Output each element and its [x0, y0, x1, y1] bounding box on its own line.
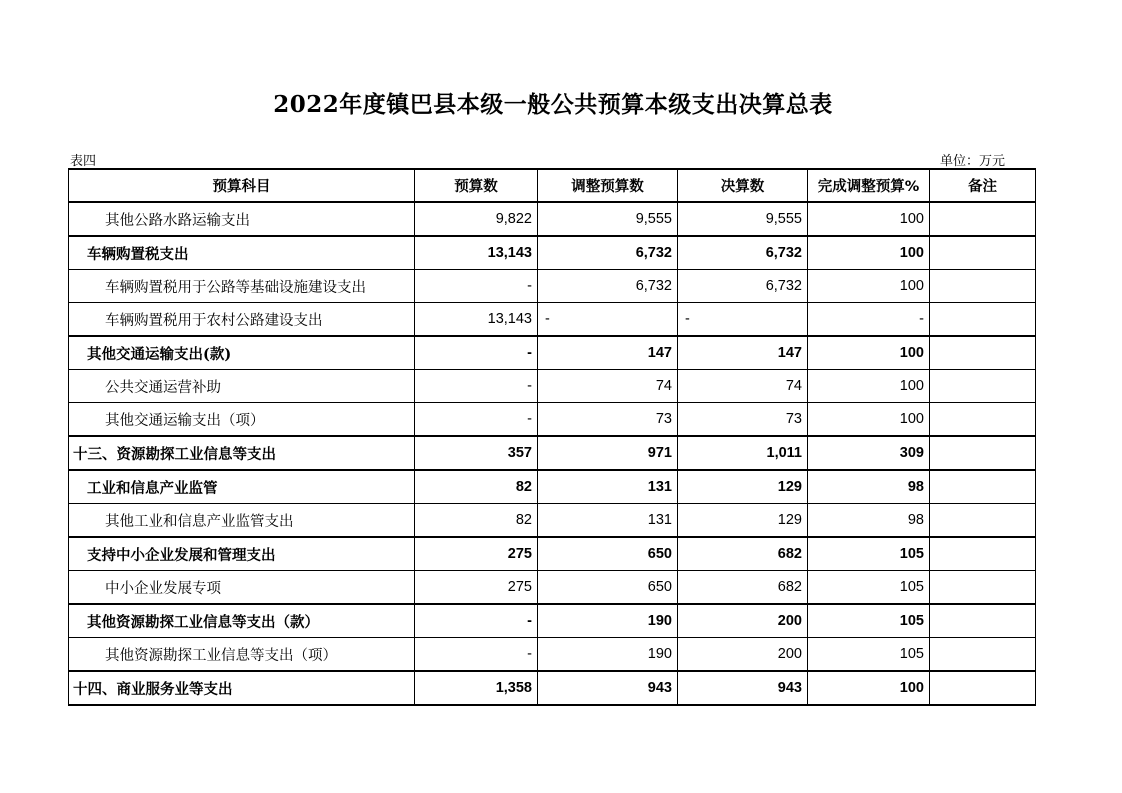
- cell-final-account: 682: [678, 537, 808, 571]
- table-row: [69, 403, 1036, 437]
- cell-subject: 十三、资源勘探工业信息等支出: [69, 436, 415, 470]
- cell-final-account: 6,732: [678, 236, 808, 270]
- cell-adjusted-budget: 971: [538, 436, 678, 470]
- cell-final-account: 9,555: [678, 202, 808, 236]
- cell-note: [930, 370, 1036, 403]
- table-row: [69, 470, 1036, 504]
- cell-adjusted-budget: 6,732: [538, 236, 678, 270]
- cell-adjusted-budget: 131: [538, 470, 678, 504]
- cell-note: [930, 202, 1036, 236]
- cell-budget: 1,358: [415, 671, 538, 705]
- cell-final-account: 129: [678, 504, 808, 538]
- cell-note: [930, 604, 1036, 638]
- page-title: 2022年度镇巴县本级一般公共预算本级支出决算总表: [273, 91, 833, 118]
- cell-completion-rate: 309: [808, 436, 930, 470]
- cell-completion-rate: 100: [808, 270, 930, 303]
- column-header-final-account: 决算数: [678, 169, 808, 202]
- table-row: [69, 638, 1036, 672]
- cell-budget: 82: [415, 504, 538, 538]
- cell-note: [930, 571, 1036, 605]
- cell-final-account: 200: [678, 604, 808, 638]
- table-row: [69, 270, 1036, 303]
- cell-budget: -: [415, 403, 538, 437]
- column-header-completion-rate: 完成调整预算%: [808, 169, 930, 202]
- column-header-note: 备注: [930, 169, 1036, 202]
- cell-final-account: 200: [678, 638, 808, 672]
- column-header-adjusted-budget: 调整预算数: [538, 169, 678, 202]
- column-header-subject: 预算科目: [69, 169, 415, 202]
- cell-note: [930, 270, 1036, 303]
- cell-budget: -: [415, 370, 538, 403]
- cell-adjusted-budget: 74: [538, 370, 678, 403]
- cell-subject: 其他交通运输支出（项）: [69, 403, 415, 437]
- cell-final-account: 6,732: [678, 270, 808, 303]
- cell-subject: 车辆购置税支出: [69, 236, 415, 270]
- cell-budget: 275: [415, 571, 538, 605]
- cell-adjusted-budget: 650: [538, 537, 678, 571]
- cell-note: [930, 504, 1036, 538]
- table-row: [69, 303, 1036, 337]
- cell-budget: 82: [415, 470, 538, 504]
- table-row: [69, 370, 1036, 403]
- cell-completion-rate: 100: [808, 336, 930, 370]
- cell-completion-rate: 105: [808, 638, 930, 672]
- cell-budget: -: [415, 638, 538, 672]
- cell-completion-rate: 98: [808, 504, 930, 538]
- cell-note: [930, 236, 1036, 270]
- table-id-label: 表四: [70, 154, 97, 169]
- table-body: [69, 202, 1036, 705]
- cell-note: [930, 470, 1036, 504]
- cell-subject: 工业和信息产业监管: [69, 470, 415, 504]
- cell-note: [930, 403, 1036, 437]
- unit-label: 单位：万元: [940, 154, 1006, 169]
- cell-adjusted-budget: 131: [538, 504, 678, 538]
- cell-note: [930, 303, 1036, 337]
- cell-adjusted-budget: 190: [538, 604, 678, 638]
- table-row: [69, 604, 1036, 638]
- cell-completion-rate: 100: [808, 236, 930, 270]
- cell-adjusted-budget: -: [538, 303, 678, 337]
- table-row: [69, 571, 1036, 605]
- table-row: [69, 202, 1036, 236]
- cell-final-account: -: [678, 303, 808, 337]
- table-row: [69, 336, 1036, 370]
- cell-budget: 9,822: [415, 202, 538, 236]
- cell-adjusted-budget: 147: [538, 336, 678, 370]
- cell-subject: 车辆购置税用于农村公路建设支出: [69, 303, 415, 337]
- cell-note: [930, 671, 1036, 705]
- cell-adjusted-budget: 190: [538, 638, 678, 672]
- cell-subject: 其他资源勘探工业信息等支出（项）: [69, 638, 415, 672]
- cell-final-account: 129: [678, 470, 808, 504]
- cell-final-account: 74: [678, 370, 808, 403]
- cell-subject: 十四、商业服务业等支出: [69, 671, 415, 705]
- cell-note: [930, 336, 1036, 370]
- cell-budget: 13,143: [415, 303, 538, 337]
- column-header-budget: 预算数: [415, 169, 538, 202]
- cell-budget: -: [415, 604, 538, 638]
- cell-subject: 其他资源勘探工业信息等支出（款）: [69, 604, 415, 638]
- cell-completion-rate: 105: [808, 571, 930, 605]
- cell-budget: -: [415, 270, 538, 303]
- cell-completion-rate: 100: [808, 370, 930, 403]
- cell-subject: 公共交通运营补助: [69, 370, 415, 403]
- cell-final-account: 943: [678, 671, 808, 705]
- table-row: [69, 236, 1036, 270]
- cell-subject: 中小企业发展专项: [69, 571, 415, 605]
- cell-subject: 其他工业和信息产业监管支出: [69, 504, 415, 538]
- table-row: [69, 504, 1036, 538]
- cell-subject: 车辆购置税用于公路等基础设施建设支出: [69, 270, 415, 303]
- table-row: [69, 436, 1036, 470]
- cell-budget: 13,143: [415, 236, 538, 270]
- cell-adjusted-budget: 6,732: [538, 270, 678, 303]
- cell-completion-rate: 105: [808, 537, 930, 571]
- cell-completion-rate: 105: [808, 604, 930, 638]
- cell-budget: 357: [415, 436, 538, 470]
- cell-adjusted-budget: 650: [538, 571, 678, 605]
- cell-budget: -: [415, 336, 538, 370]
- table-header-row: [69, 169, 1036, 202]
- cell-completion-rate: 100: [808, 671, 930, 705]
- cell-adjusted-budget: 9,555: [538, 202, 678, 236]
- cell-final-account: 1,011: [678, 436, 808, 470]
- table-row: [69, 671, 1036, 705]
- cell-budget: 275: [415, 537, 538, 571]
- cell-final-account: 682: [678, 571, 808, 605]
- cell-completion-rate: 98: [808, 470, 930, 504]
- cell-note: [930, 638, 1036, 672]
- cell-note: [930, 537, 1036, 571]
- cell-note: [930, 436, 1036, 470]
- cell-adjusted-budget: 73: [538, 403, 678, 437]
- cell-subject: 其他公路水路运输支出: [69, 202, 415, 236]
- cell-completion-rate: -: [808, 303, 930, 337]
- table-row: [69, 537, 1036, 571]
- budget-table: [68, 168, 1036, 706]
- cell-final-account: 147: [678, 336, 808, 370]
- cell-completion-rate: 100: [808, 403, 930, 437]
- cell-subject: 支持中小企业发展和管理支出: [69, 537, 415, 571]
- cell-completion-rate: 100: [808, 202, 930, 236]
- cell-adjusted-budget: 943: [538, 671, 678, 705]
- cell-final-account: 73: [678, 403, 808, 437]
- cell-subject: 其他交通运输支出(款): [69, 336, 415, 370]
